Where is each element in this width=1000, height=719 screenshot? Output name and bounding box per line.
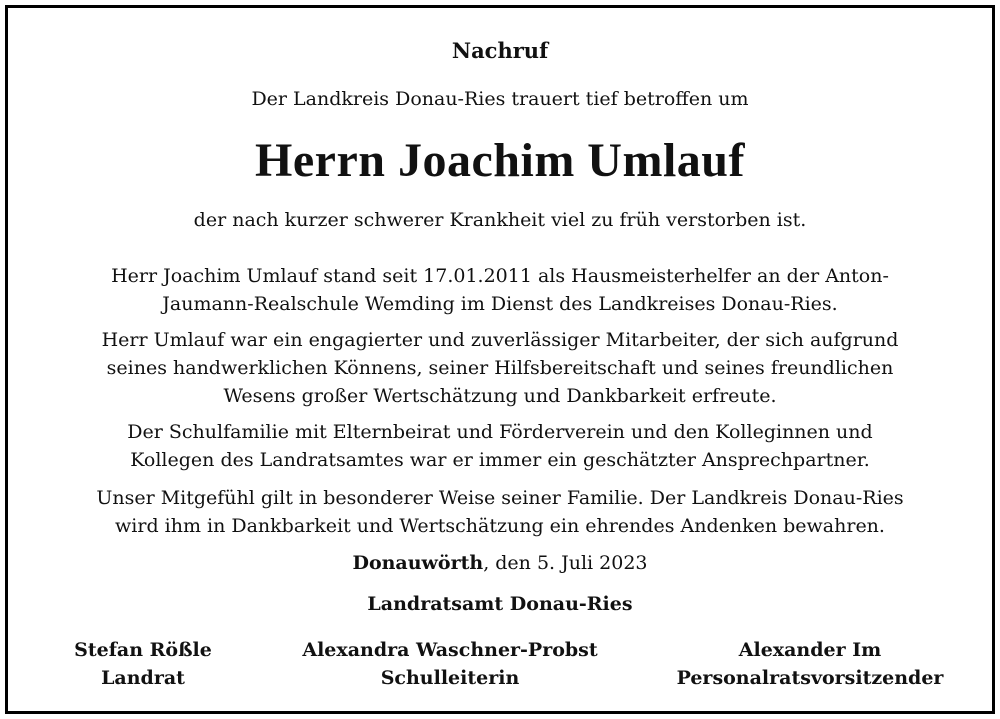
organization: Landratsamt Donau-Ries	[367, 593, 633, 615]
deceased-name: Herrn Joachim Umlauf	[255, 134, 745, 187]
paragraph-line: wird ihm in Dankbarkeit und Wertschätzung ein ehrendes Andenken bewahren.	[115, 515, 885, 537]
paragraph-school-family	[38, 418, 962, 474]
paragraph-condolence	[38, 484, 962, 540]
signatory-school-principal	[270, 636, 630, 692]
paragraph-line: Wesens großer Wertschätzung und Dankbarkeit erfreute.	[223, 385, 777, 407]
subline: der nach kurzer schwerer Krankheit viel zu früh verstorben ist.	[193, 209, 807, 231]
place-date	[8, 552, 992, 574]
paragraph-employment	[38, 262, 962, 318]
signatory-landrat	[48, 636, 238, 692]
paragraph-line: Unser Mitgefühl gilt in besonderer Weise seiner Familie. Der Landkreis Donau-Ries	[96, 487, 904, 509]
date: , den 5. Juli 2023	[483, 552, 648, 574]
obituary-notice	[5, 5, 995, 714]
signatory-role: Personalratsvorsitzender	[676, 667, 944, 689]
signatory-name: Alexandra Waschner-Probst	[302, 639, 598, 661]
paragraph-appreciation	[38, 326, 962, 410]
paragraph-line: Jaumann-Realschule Wemding im Dienst des Landkreises Donau-Ries.	[162, 293, 838, 315]
signatory-role: Schulleiterin	[380, 667, 520, 689]
signatory-name: Stefan Rößle	[74, 639, 212, 661]
paragraph-line: Herr Umlauf war ein engagierter und zuverlässiger Mitarbeiter, der sich aufgrund	[101, 329, 899, 351]
signatory-name: Alexander Im	[738, 639, 882, 661]
signatory-staff-council	[650, 636, 970, 692]
paragraph-line: Herr Joachim Umlauf stand seit 17.01.2011 als Hausmeisterhelfer an der Anton-	[111, 265, 889, 287]
signatory-role: Landrat	[101, 667, 185, 689]
intro-line: Der Landkreis Donau-Ries trauert tief betroffen um	[251, 88, 749, 110]
paragraph-line: Der Schulfamilie mit Elternbeirat und Förderverein und den Kolleginnen und	[127, 421, 873, 443]
paragraph-line: seines handwerklichen Könnens, seiner Hilfsbereitschaft und seines freundlichen	[106, 357, 894, 379]
paragraph-line: Kollegen des Landratsamtes war er immer ein geschätzter Ansprechpartner.	[130, 449, 870, 471]
place: Donauwörth	[352, 552, 484, 574]
notice-heading: Nachruf	[451, 38, 549, 63]
